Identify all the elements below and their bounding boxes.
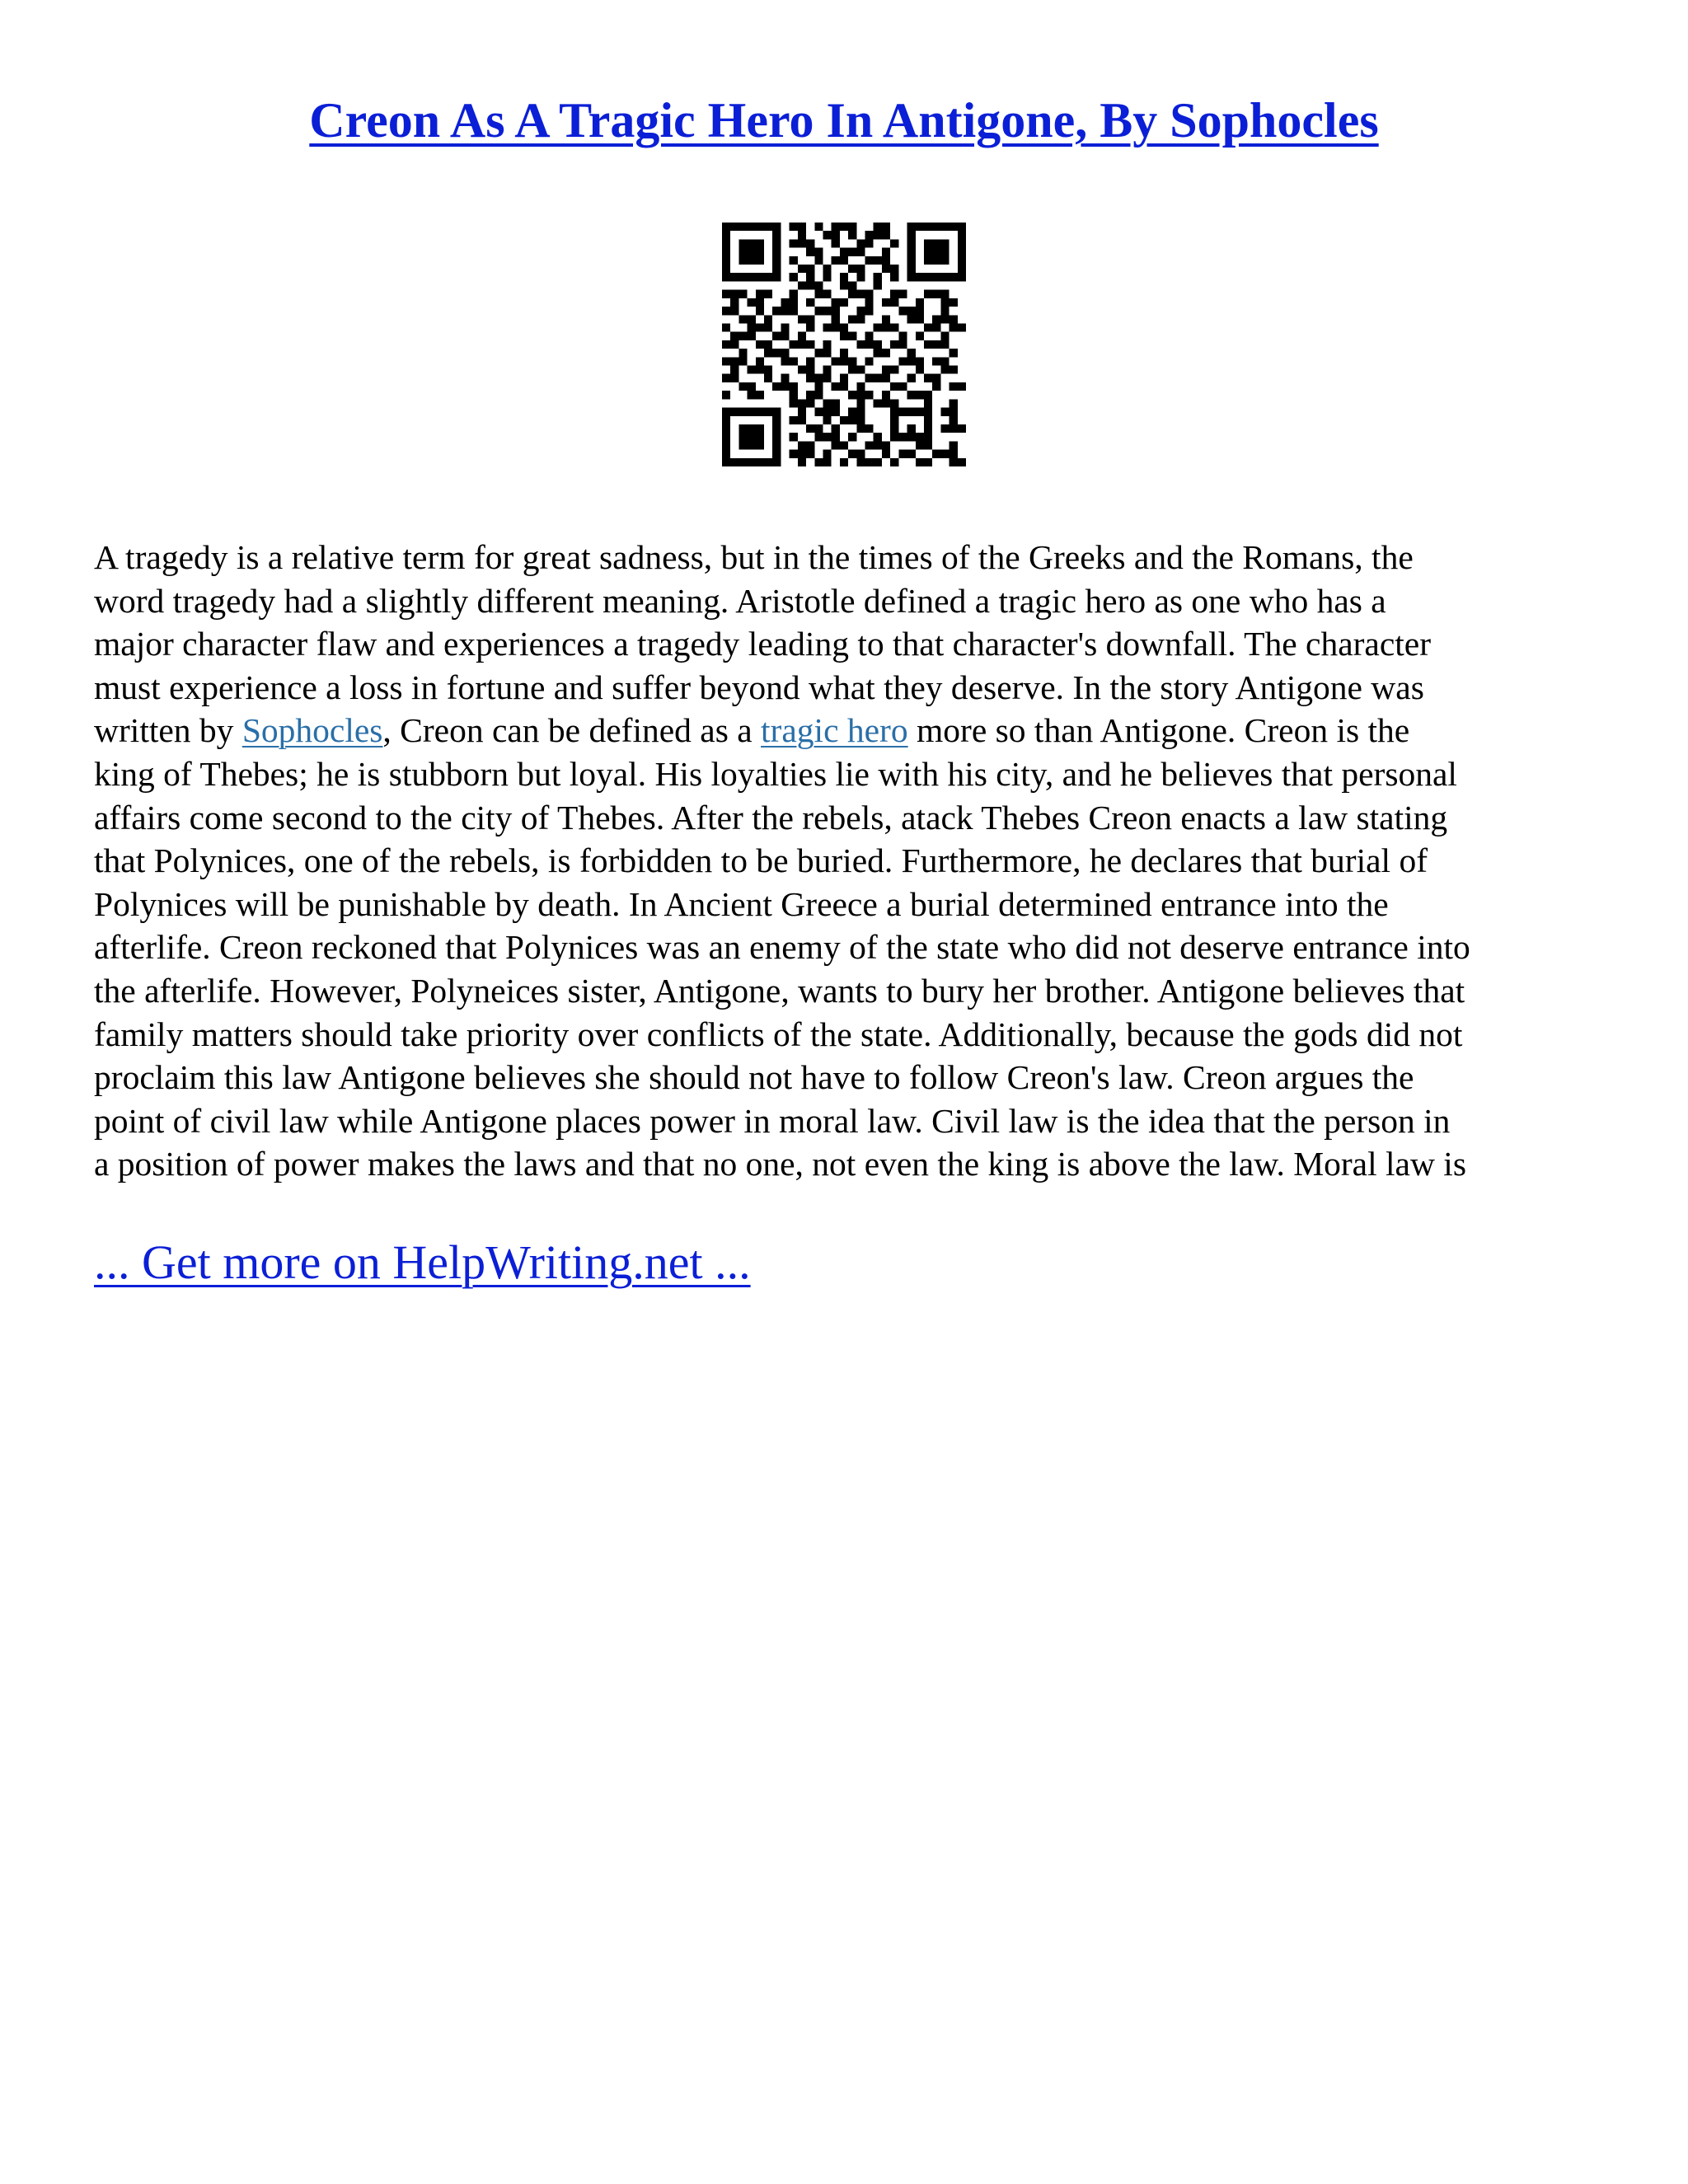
body-text-segment: Polynices will be punishable by death. In Ancient Greece a burial determined entrance into the [94,884,1389,923]
page-title [0,89,1688,152]
body-line [94,969,1602,1013]
body-line [94,1142,1602,1186]
body-text-segment: point of civil law while Antigone places power in moral law. Civil law is the idea that the person in [94,1101,1451,1140]
body-text-segment: proclaim this law Antigone believes she should not have to follow Creon's law. Creon argues the [94,1058,1414,1097]
body-line [94,926,1602,969]
body-text-segment: , Creon can be defined as a [382,711,762,750]
body-text-segment: a position of power makes the laws and that no one, not even the king is above the law. Moral law is [94,1145,1466,1183]
body-text-segment: more so than Antigone. Creon is the [907,711,1410,750]
body-paragraph [94,536,1602,1186]
inline-link-sophocles[interactable]: Sophocles [241,711,383,750]
body-line [94,883,1602,926]
body-text-segment: king of Thebes; he is stubborn but loyal. His loyalties lie with his city, and he believes that personal [94,754,1457,793]
body-text-segment: major character flaw and experiences a tragedy leading to that character's downfall. The character [94,625,1432,663]
body-line [94,709,1602,752]
more-link-container [94,1233,751,1292]
inline-link-tragic-hero[interactable]: tragic hero [761,711,908,750]
body-line [94,1013,1602,1057]
body-line [94,839,1602,883]
body-text-segment: affairs come second to the city of Thebes. After the rebels, atack Thebes Creon enacts a law stating [94,798,1448,837]
body-text-segment: that Polynices, one of the rebels, is forbidden to be buried. Furthermore, he declares that burial of [94,841,1428,880]
body-text-segment: must experience a loss in fortune and suffer beyond what they deserve. In the story Antigone was [94,668,1424,706]
body-line [94,796,1602,840]
body-text-segment: written by [94,711,242,750]
body-line [94,666,1602,710]
body-line [94,1099,1602,1143]
body-text-segment: word tragedy had a slightly different meaning. Aristotle defined a tragic hero as one who has a [94,581,1386,620]
body-text-segment: the afterlife. However, Polyneices sister, Antigone, wants to bury her brother. Antigone believes that [94,971,1465,1010]
body-line [94,536,1602,579]
body-line [94,579,1602,623]
body-line [94,622,1602,666]
body-line [94,1056,1602,1099]
body-line [94,752,1602,796]
body-text-segment: A tragedy is a relative term for great sadness, but in the times of the Greeks and the Romans, the [94,538,1414,576]
body-text-segment: afterlife. Creon reckoned that Polynices was an enemy of the state who did not deserve entrance into [94,928,1470,967]
qr-code-icon [722,223,966,466]
body-text-segment: family matters should take priority over conflicts of the state. Additionally, because the gods did not [94,1015,1463,1053]
title-link[interactable]: Creon As A Tragic Hero In Antigone, By Sophocles [309,93,1379,148]
get-more-link[interactable]: ... Get more on HelpWriting.net ... [94,1235,751,1289]
